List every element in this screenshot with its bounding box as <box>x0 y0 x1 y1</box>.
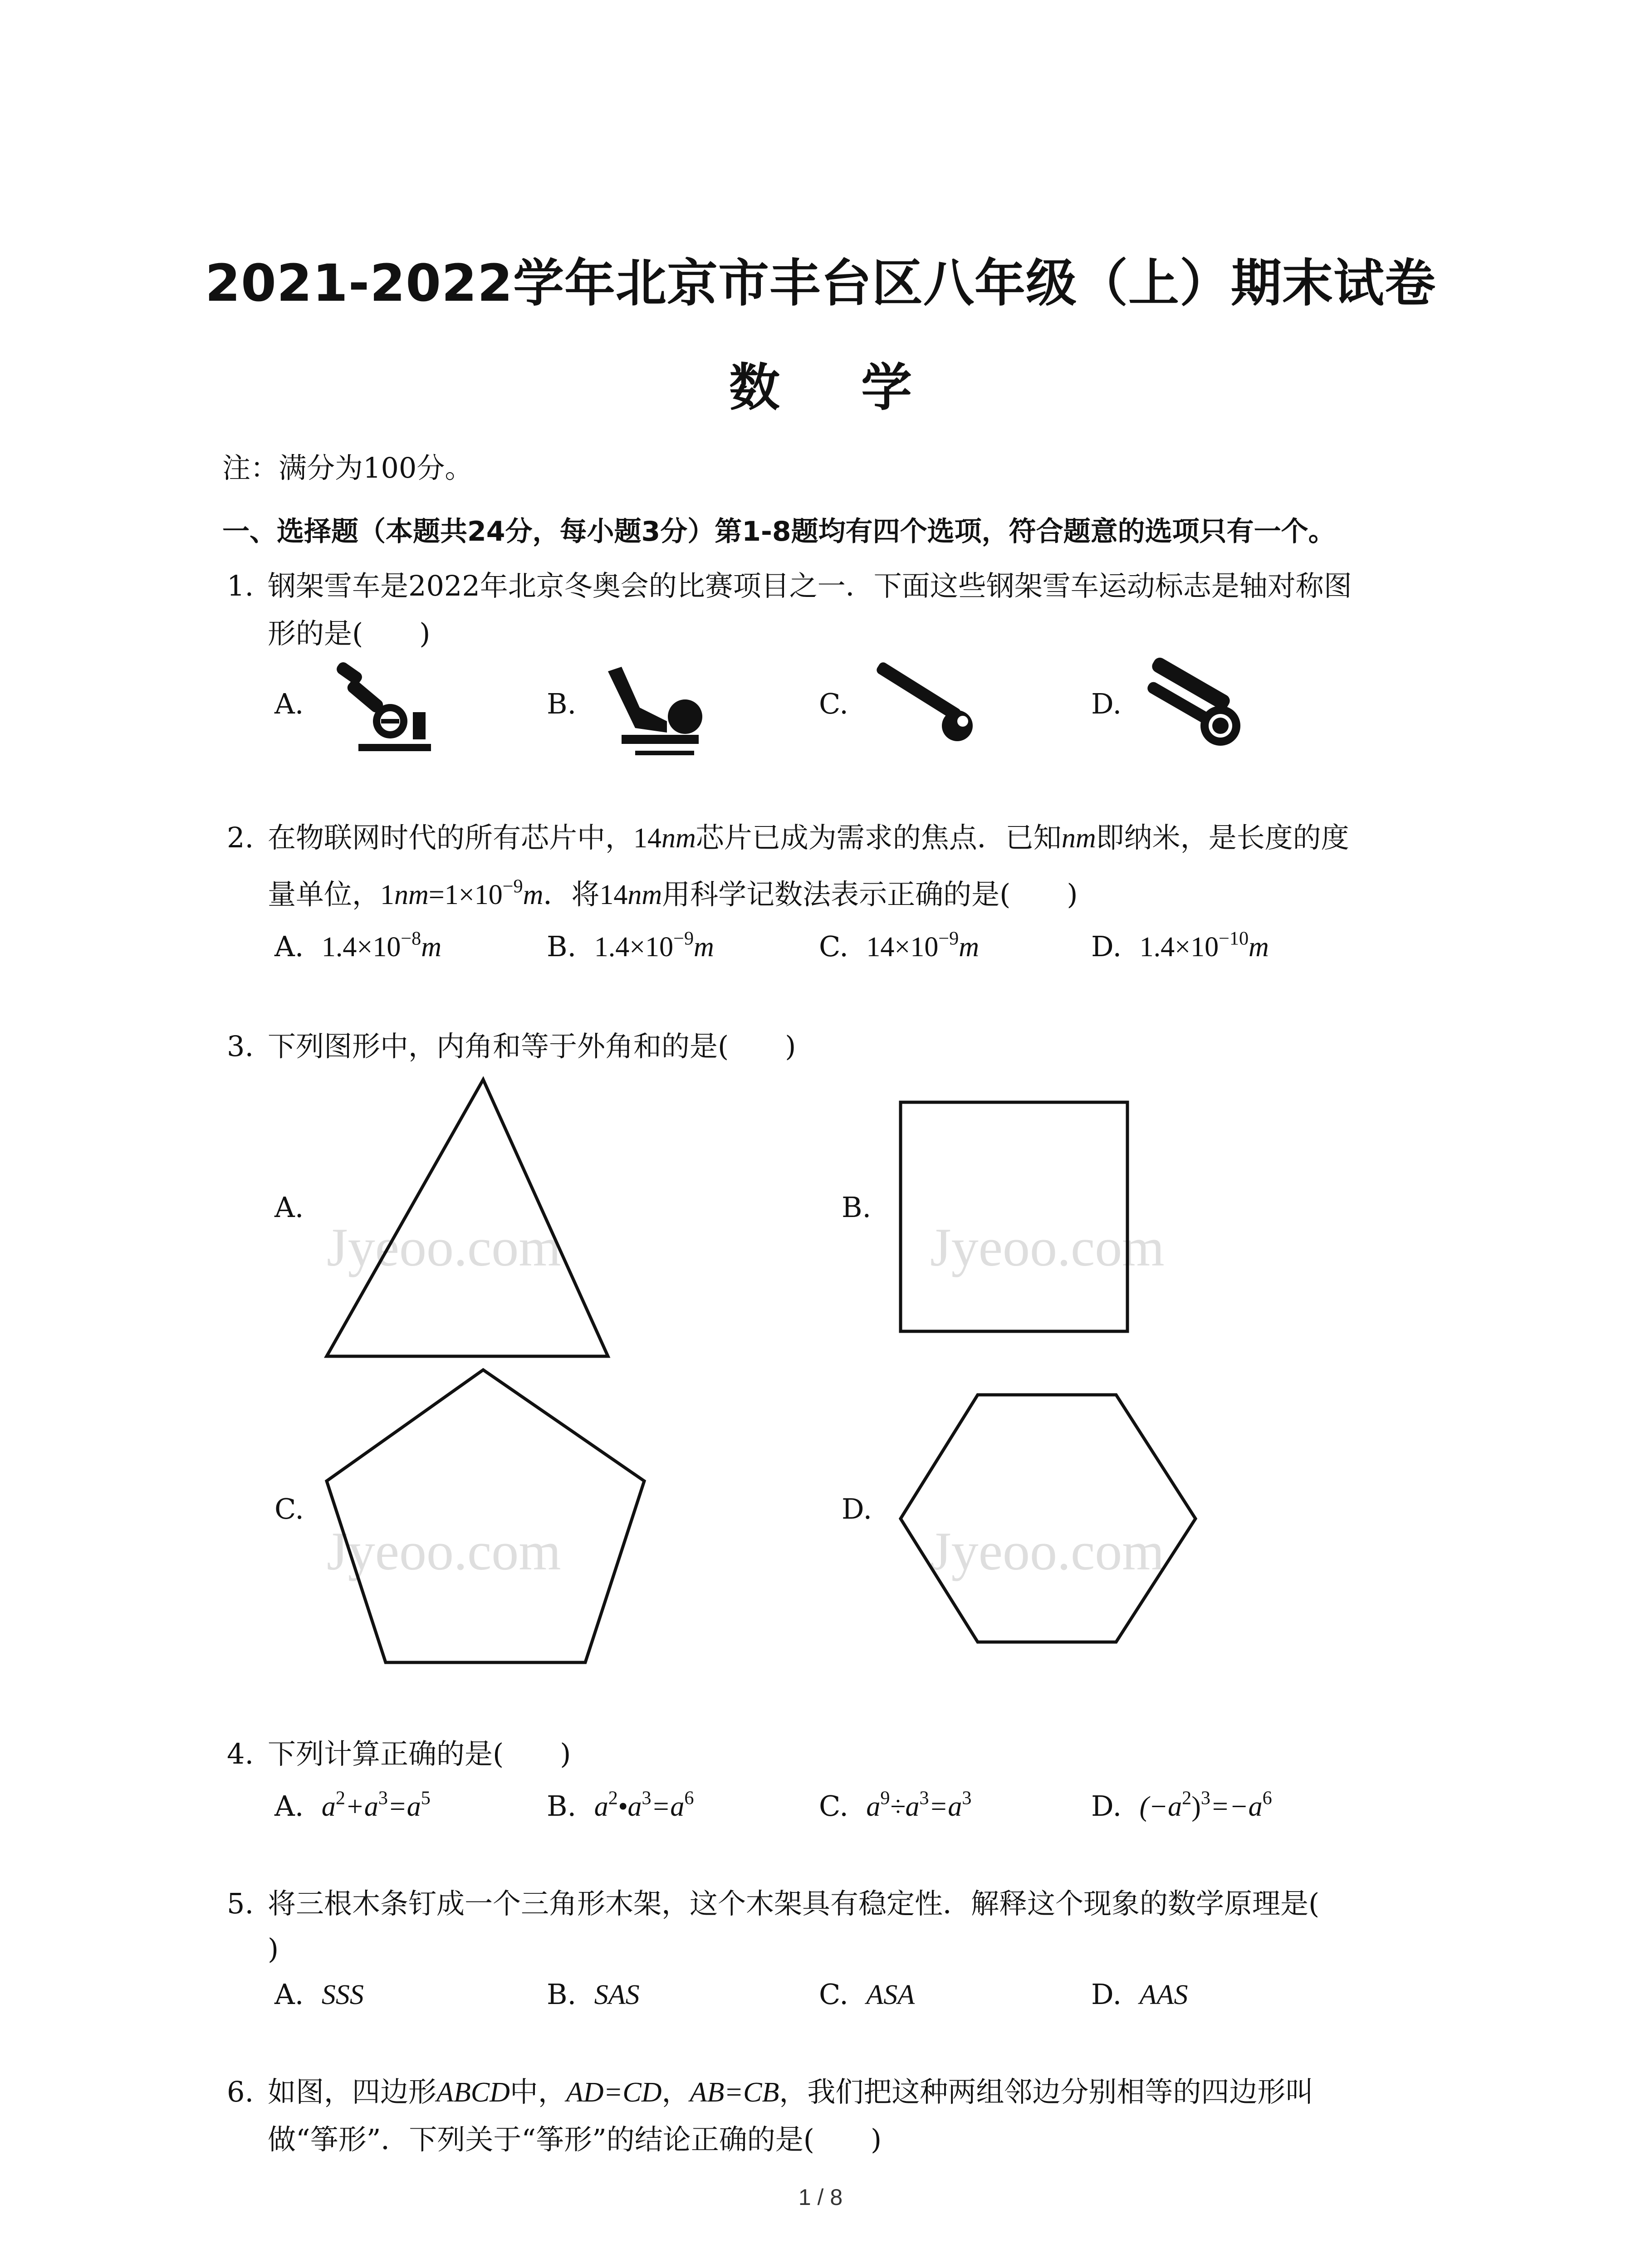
question-4-option-c: C. $a^9\div a^3=a^3$ <box>819 1787 972 1823</box>
watermark-b: Jyeoo.com <box>930 1217 1165 1277</box>
question-4-option-d: D. $(-a^2)^3=-a^6$ <box>1091 1787 1272 1823</box>
question-2-option-a: A. $1.4\times 10^{-8}m$ <box>274 928 442 963</box>
question-3-option-c: C. <box>274 1492 304 1525</box>
question-2-option-d: D. $1.4\times 10^{-10}m$ <box>1091 928 1269 963</box>
question-2-option-b: B. $1.4\times 10^{-9}m$ <box>547 928 714 963</box>
question-1-number: 1. <box>227 569 254 602</box>
hexagon-shape <box>901 1395 1195 1642</box>
question-5-option-d: D. AAS <box>1091 1978 1188 2011</box>
question-1-option-b: B. <box>547 687 577 720</box>
question-5-line2: ) <box>268 1932 279 1965</box>
score-note: 注：满分为100分。 <box>222 451 473 484</box>
question-5-option-a: A. SSS <box>274 1978 364 2011</box>
question-6-line1: 如图，四边形ABCD中，AD=CD，AB=CB，我们把这种两组邻边分别相等的四边形叫 <box>268 2075 1314 2108</box>
question-2-line1: 在物联网时代的所有芯片中，14nm芯片已成为需求的焦点．已知nm即纳米，是长度的度 <box>268 821 1349 854</box>
question-1-option-d: D. <box>1091 687 1122 720</box>
question-3-number: 3. <box>227 1030 254 1063</box>
watermark-d: Jyeoo.com <box>930 1521 1165 1581</box>
question-2-option-c: C. $14\times 10^{-9}m$ <box>819 928 979 963</box>
question-3-text: 下列图形中，内角和等于外角和的是( ) <box>268 1030 796 1063</box>
subject-title: 数 学 <box>729 358 944 417</box>
question-1-line2: 形的是( ) <box>268 617 431 650</box>
question-1-option-a: A. <box>274 687 304 720</box>
exam-title: 2021-2022学年北京市丰台区八年级（上）期末试卷 <box>205 254 1436 313</box>
question-5-option-c: C. ASA <box>819 1978 915 2011</box>
watermark-a: Jyeoo.com <box>327 1217 561 1277</box>
question-1-line1: 钢架雪车是2022年北京冬奥会的比赛项目之一．下面这些钢架雪车运动标志是轴对称图 <box>268 569 1352 602</box>
question-3-option-d: D. <box>842 1492 872 1525</box>
question-4-option-b: B. $a^2•a^3=a^6$ <box>547 1787 694 1823</box>
page-number: 1 / 8 <box>798 2185 843 2210</box>
question-4-text: 下列计算正确的是( ) <box>268 1737 571 1770</box>
question-4-number: 4. <box>227 1737 254 1770</box>
question-6-number: 6. <box>227 2075 254 2108</box>
question-2-number: 2. <box>227 821 254 854</box>
question-1-option-c: C. <box>819 687 848 720</box>
question-3-option-a: A. <box>274 1191 304 1224</box>
question-5-line1: 将三根木条钉成一个三角形木架，这个木架具有稳定性．解释这个现象的数学原理是( <box>268 1887 1320 1920</box>
question-5-number: 5. <box>227 1887 254 1920</box>
question-4-option-a: A. $a^2+a^3=a^5$ <box>274 1787 431 1823</box>
question-3-option-b: B. <box>842 1191 872 1224</box>
pentagon-shape <box>327 1370 644 1662</box>
question-2-line2: 量单位，$1nm=1\times 10^{-9}m$．将14nm用科学记数法表示正确的是( ) <box>268 875 1078 911</box>
section-heading: 一、选择题（本题共24分，每小题3分）第1-8题均有四个选项，符合题意的选项只有一个。 <box>222 516 1336 547</box>
question-5-option-b: B. SAS <box>547 1978 640 2011</box>
watermark-c: Jyeoo.com <box>327 1521 561 1581</box>
question-6-line2: 做“筝形”．下列关于“筝形”的结论正确的是( ) <box>268 2123 882 2156</box>
